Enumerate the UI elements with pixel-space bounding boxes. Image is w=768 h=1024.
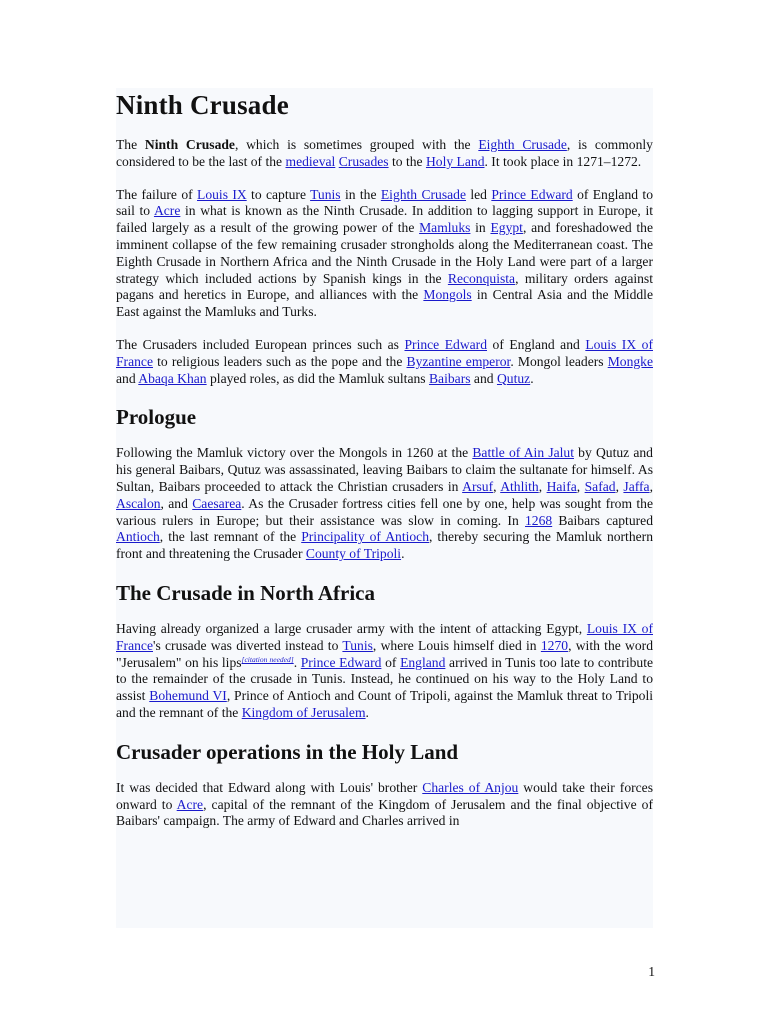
link-abaqa-khan[interactable]: Abaqa Khan [138, 370, 207, 386]
link-prince-edward[interactable]: Prince Edward [404, 336, 488, 352]
page-number: 1 [648, 964, 655, 979]
link-county-of-tripoli[interactable]: County of Tripoli [305, 546, 402, 562]
link-caesarea[interactable]: Caesarea [192, 495, 242, 511]
link-mongols[interactable]: Mongols [423, 287, 472, 303]
link-safad[interactable]: Safad [584, 478, 616, 494]
intro-paragraph-3: The Crusaders included European princes such as Prince Edward of England and Louis IX of France to religious leaders such as the pope and the Byzantine emperor. Mongol leaders Mongke and Abaqa Khan played roles, as did the Mamluk sultans Baibars and Qutuz. [116, 336, 653, 386]
link-1268[interactable]: 1268 [525, 512, 553, 528]
link-acre[interactable]: Acre [176, 796, 204, 812]
link-holy-land[interactable]: Holy Land [425, 153, 485, 169]
link-baibars[interactable]: Baibars [428, 370, 471, 386]
prologue-paragraph: Following the Mamluk victory over the Mongols in 1260 at the Battle of Ain Jalut by Qutuz and his general Baibars, Qutuz was assassinated, leaving Baibars to claim the sultanate for himself. As Sultan, Baibars proceeded to attack the Christian crusaders in Arsuf, Athlith, Haifa, Safad, Jaffa, Ascalon, and Caesarea. As the Crusader fortress cities fell one by one, help was sought from the various rulers in Europe; but their assistance was slow in coming. In 1268 Baibars captured Antioch, the last remnant of the Principality of Antioch, thereby securing the Mamluk northern front and threatening the Crusader County of Tripoli. [116, 445, 653, 562]
link-athlith[interactable]: Athlith [500, 478, 539, 494]
link-ascalon[interactable]: Ascalon [116, 495, 161, 511]
link-crusades[interactable]: Crusades [338, 153, 389, 169]
link-byzantine-emperor[interactable]: Byzantine emperor [406, 353, 511, 369]
section-heading-prologue: Prologue [116, 405, 197, 430]
section-heading-north-africa: The Crusade in North Africa [116, 580, 375, 605]
intro-paragraph-2: The failure of Louis IX to capture Tunis in the Eighth Crusade led Prince Edward of England to sail to Acre in what is known as the Ninth Crusade. In addition to lagging support in Europe, it failed largely as a result of the growing power of the Mamluks in Egypt, and foreshadowed the imminent collapse of the few remaining crusader strongholds along the Mediterranean coast. The Eighth Crusade in Northern Africa and the Ninth Crusade in the Holy Land were part of a larger strategy which included actions by Spanish kings in the Reconquista, military orders against pagans and heretics in Europe, and alliances with the Mongols in Central Asia and the Middle East against the Mamluks and Turks. [116, 186, 653, 320]
link-jaffa[interactable]: Jaffa [623, 478, 650, 494]
link-bohemund-vi[interactable]: Bohemund VI [149, 688, 227, 704]
bold-term: Ninth Crusade [144, 137, 235, 152]
link-louis-ix-of-france[interactable]: Louis IX of France [116, 620, 653, 653]
link-mamluks[interactable]: Mamluks [419, 220, 471, 236]
link-prince-edward[interactable]: Prince Edward [300, 654, 382, 670]
link-antioch[interactable]: Antioch [116, 529, 160, 545]
link-tunis[interactable]: Tunis [342, 637, 373, 653]
link-medieval[interactable]: medieval [285, 153, 336, 169]
link-charles-of-anjou[interactable]: Charles of Anjou [422, 779, 519, 795]
north-africa-paragraph: Having already organized a large crusader army with the intent of attacking Egypt, Louis IX of France's crusade was diverted instead to Tunis, where Louis himself died in 1270, with the word "Jerusalem" on his lips[citation needed]. Prince Edward of England arrived in Tunis too late to contribute to the remainder of the crusade in Tunis. Instead, he continued on his way to the Holy Land to assist Bohemund VI, Prince of Antioch and Count of Tripoli, against the Mamluk threat to Tripoli and the remnant of the Kingdom of Jerusalem. [116, 620, 653, 720]
link-principality-of-antioch[interactable]: Principality of Antioch [301, 529, 430, 545]
section-heading-holy-land: Crusader operations in the Holy Land [116, 739, 459, 764]
link-tunis[interactable]: Tunis [310, 186, 341, 202]
link-reconquista[interactable]: Reconquista [447, 270, 516, 286]
link-eighth-crusade[interactable]: Eighth Crusade [478, 137, 567, 152]
link-acre[interactable]: Acre [153, 203, 181, 219]
link-haifa[interactable]: Haifa [546, 478, 577, 494]
link-battle-of-ain-jalut[interactable]: Battle of Ain Jalut [472, 445, 574, 461]
link-qutuz[interactable]: Qutuz [496, 370, 531, 386]
intro-paragraph-1: The Ninth Crusade, which is sometimes grouped with the Eighth Crusade, is commonly considered to be the last of the medieval Crusades to the Holy Land. It took place in 1271–1272. [116, 137, 653, 169]
article-body [116, 88, 653, 928]
link-arsuf[interactable]: Arsuf [462, 478, 494, 494]
link-england[interactable]: England [400, 654, 446, 670]
page-title: Ninth Crusade [116, 90, 289, 120]
link-1270[interactable]: 1270 [540, 637, 569, 653]
holy-land-paragraph: It was decided that Edward along with Louis' brother Charles of Anjou would take their forces onward to Acre, capital of the remnant of the Kingdom of Jerusalem and the final objective of Baibars' campaign. The army of Edward and Charles arrived in [116, 779, 653, 829]
link-louis-ix-of-france[interactable]: Louis IX of France [116, 336, 653, 369]
link-mongke[interactable]: Mongke [607, 353, 653, 369]
link-louis-ix[interactable]: Louis IX [197, 186, 247, 202]
link-egypt[interactable]: Egypt [490, 220, 523, 236]
citation-needed-link[interactable]: [citation needed] [241, 654, 294, 664]
link-kingdom-of-jerusalem[interactable]: Kingdom of Jerusalem [241, 704, 366, 720]
link-prince-edward[interactable]: Prince Edward [491, 186, 573, 202]
link-eighth-crusade[interactable]: Eighth Crusade [380, 186, 467, 202]
